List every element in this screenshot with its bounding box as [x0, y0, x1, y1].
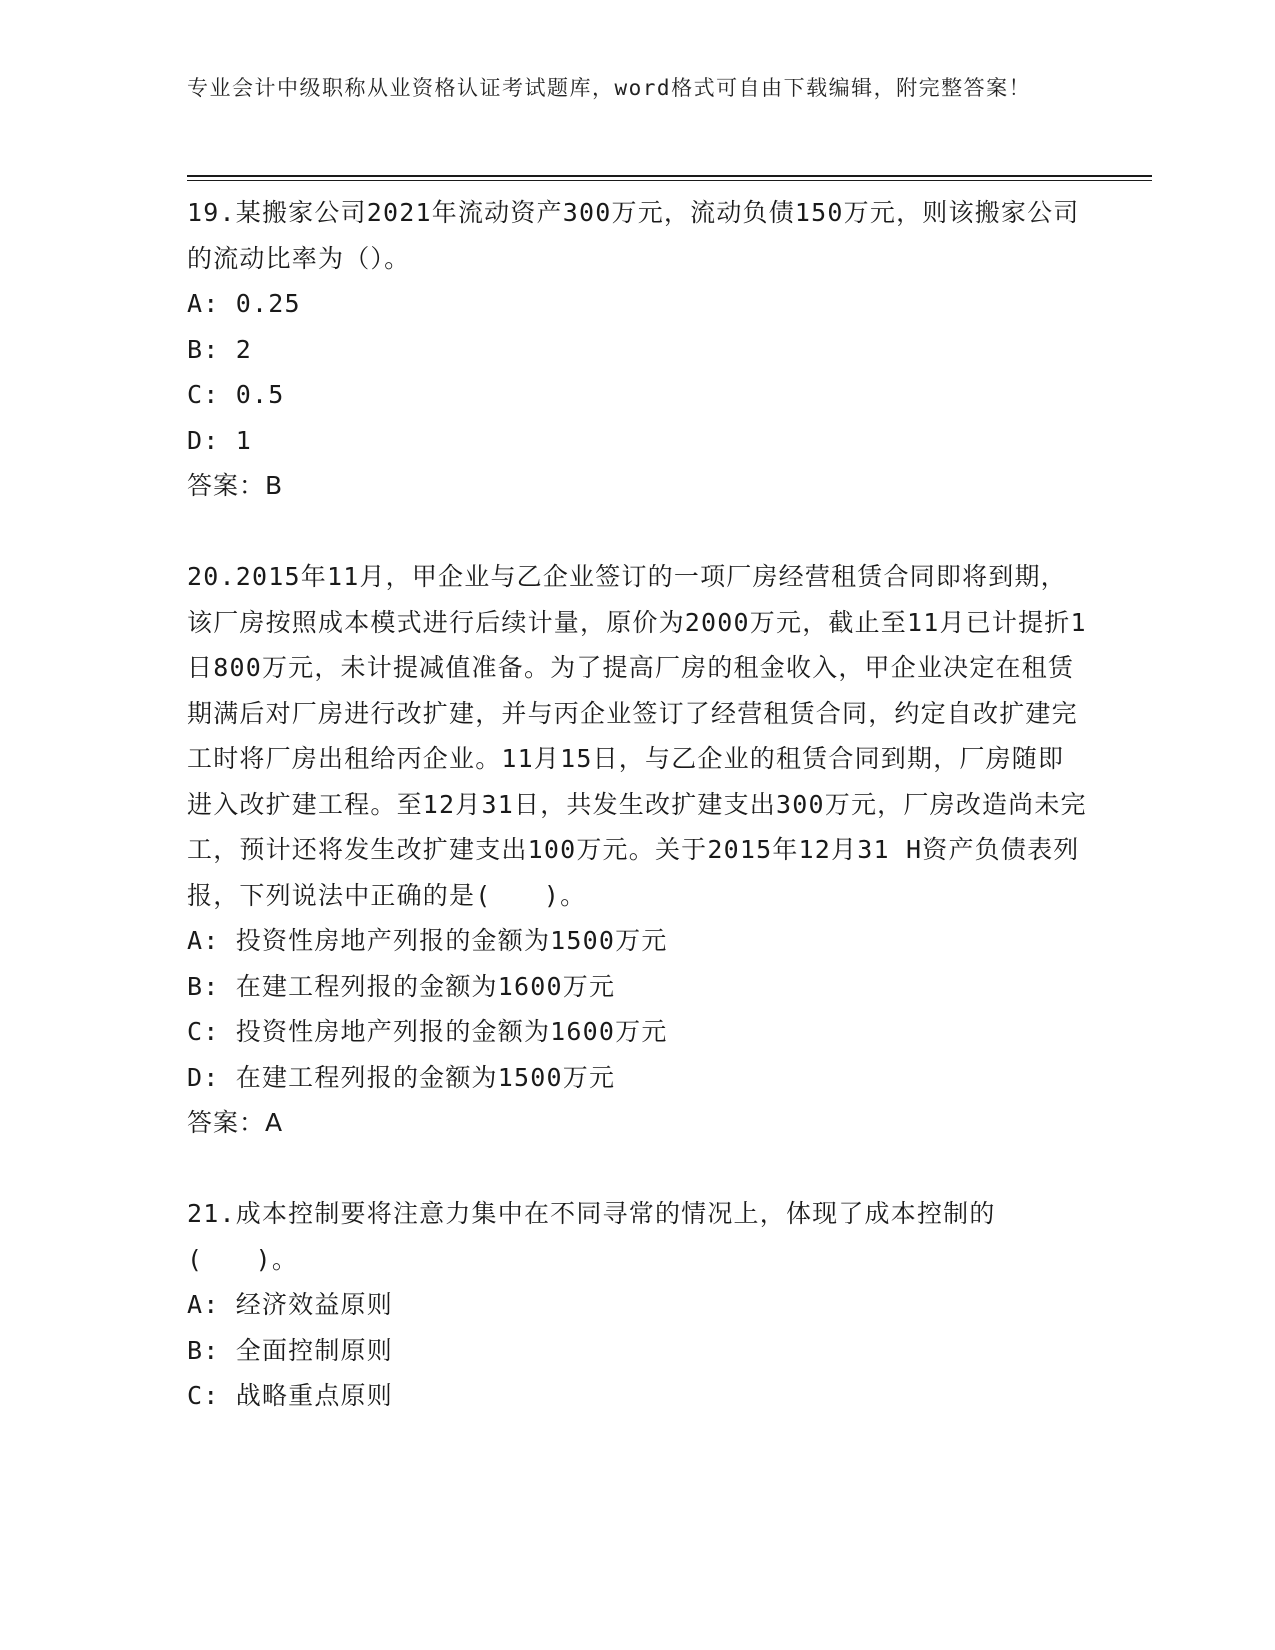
option-a: A: 投资性房地产列报的金额为1500万元 [187, 926, 668, 955]
option-a: A: 经济效益原则 [187, 1290, 393, 1319]
option-d: D: 在建工程列报的金额为1500万元 [187, 1062, 616, 1092]
question-stem: 19.某搬家公司2021年流动资产300万元，流动负债150万元，则该搬家公司的流动比率为（）。 [187, 198, 1080, 273]
option-b: B: 2 [187, 334, 253, 364]
option-c: C: 投资性房地产列报的金额为1600万元 [187, 1017, 668, 1046]
question-20 [187, 554, 1087, 1146]
option-b: B: 在建工程列报的金额为1600万元 [187, 971, 616, 1001]
question-19 [187, 190, 1087, 509]
spacer [187, 509, 1087, 555]
answer-line: 答案：B [187, 471, 284, 500]
question-21 [187, 1191, 1087, 1419]
question-stem: 20.2015年11月，甲企业与乙企业签订的一项厂房经营租赁合同即将到期，该厂房按照成本模式进行后续计量，原价为2000万元，截止至11月已计提折1日800万元，未计提减值准备。为了提高厂房的租金收入，甲企业决定在租赁期满后对厂房进行改扩建，并与丙企业签订了经营租赁合同，约定自改扩建完工时将厂房出租给丙企业。11月15日，与乙企业的租赁合同到期，厂房随即进入改扩建工程。至12月31日，共发生改扩建支出300万元，厂房改造尚未完工，预计还将发生改扩建支出100万元。关于2015年12月31 H资产负债表列报，下列说法中正确的是( )。 [187, 562, 1087, 910]
option-b: B: 全面控制原则 [187, 1335, 393, 1365]
header-rule-thick [187, 175, 1152, 177]
spacer [187, 1146, 1087, 1192]
header-rule-thin [187, 180, 1152, 181]
option-c: C: 战略重点原则 [187, 1381, 393, 1410]
option-d: D: 1 [187, 425, 253, 455]
page-header: 专业会计中级职称从业资格认证考试题库，word格式可自由下载编辑，附完整答案！ [187, 76, 1032, 100]
option-c: C: 0.5 [187, 380, 285, 409]
option-a: A: 0.25 [187, 289, 301, 318]
question-stem: 21.成本控制要将注意力集中在不同寻常的情况上，体现了成本控制的( )。 [187, 1199, 996, 1274]
answer-line: 答案：A [187, 1108, 284, 1137]
question-list [187, 190, 1087, 1419]
